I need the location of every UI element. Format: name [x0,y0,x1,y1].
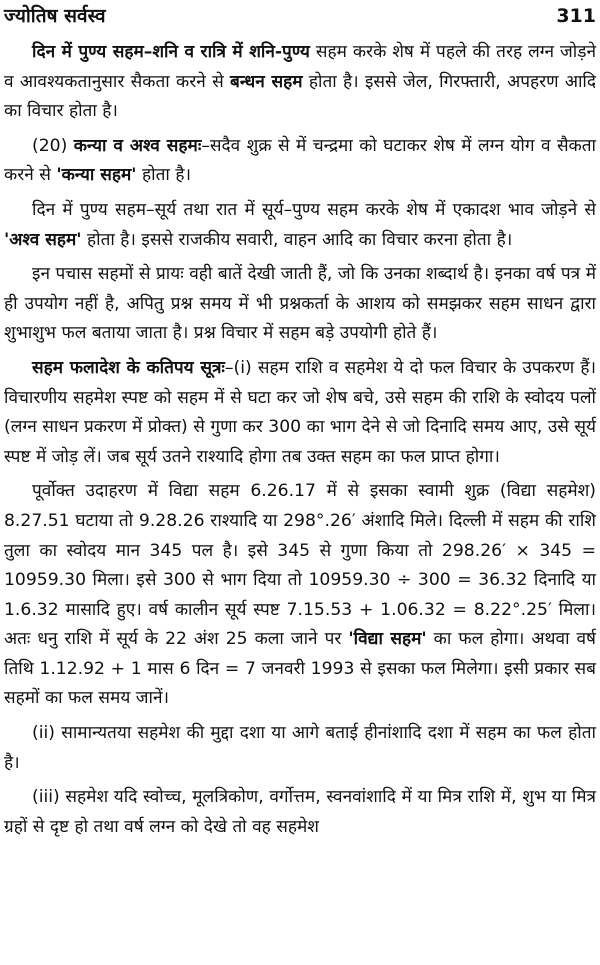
paragraph-text: का फल होगा। अथवा वर्ष तिथि 1.12.92 + 1 मास 6 दिन = 7 जनवरी 1993 से इसका फल मिलेगा। इसी प्रकार सब सहमों का फल समय जानें। [4,629,596,709]
paragraph-text: पूर्वोक्त उदाहरण में विद्या सहम 6.26.17 में से इसका स्वामी शुक्र (विद्या सहमेश) 8.27.51 घटाया तो 9.28.26 राश्यादि या 298°.26′ अंशादि मिले। दिल्ली में सहम की राशि तुला का स्वोदय मान 345 पल है। इसे 345 से गुणा किया तो 298.26′ × 345 = 10959.30 मिला। इसे 300 से भाग दिया तो 10959.30 ÷ 300 = 36.32 दिनादि या 1.6.32 मासादि हुए। वर्ष कालीन सूर्य स्पष्ट 7.15.53 + 1.06.32 = 8.22°.25′ मिला। अतः धनु राशि में सूर्य के 22 अंश 25 कला जाने पर [4,481,596,650]
page-number: 311 [556,5,596,27]
paragraph-kanya-ashva-saham [4,132,596,191]
paragraph-text: होता है। [136,165,191,186]
paragraph-rule-ii [4,719,596,778]
paragraph-text: सहम करके शेष में पहले की तरह लग्न जोड़ने व आवश्यकतानुसार सैकता करने से [4,42,596,92]
paragraph-text: (ii) सामान्यतया सहमेश की मुद्दा दशा या आगे बताई हीनांशादि दशा में सहम का फल होता है। [4,723,596,773]
bold-phrase: दिन में पुण्य सहम–शनि व रात्रि में शनि-पुण्य [32,42,310,62]
paragraph-text: (iii) सहमेश यदि स्वोच्च, मूलत्रिकोण, वर्गोत्तम, स्वनवांशादि में या मित्र राशि में, शुभ या मित्र ग्रहों से दृष्ट हो तथा वर्ष लग्न को देखे तो वह सहमेश [4,787,596,837]
paragraph-fifty-sahams [4,260,596,349]
paragraph-ashva-saham [4,196,596,255]
paragraph-example [4,477,596,714]
item-number: (20) [32,135,74,156]
term-vidya-saham: 'विद्या सहम' [348,629,427,650]
paragraph-text: दिन में पुण्य सहम–सूर्य तथा रात में सूर्य–पुण्य सहम करके शेष में एकादश भाव जोड़ने से [32,199,596,220]
paragraph-rule-iii [4,783,596,842]
paragraph-text: होता है। इससे जेल, गिरफ्तारी, अपहरण आदि का विचार होता है। [4,71,597,122]
paragraph-text: –सदैव शुक्र से में चन्द्रमा को घटाकर शेष में लग्न योग व सैकता करने से [4,135,597,186]
paragraph-bandhan-saham [4,38,596,127]
section-heading: सहम फलादेश के कतिपय सूत्रः [32,357,225,378]
running-head: ज्योतिष सर्वस्व [4,5,106,27]
term-kanya-saham: 'कन्या सहम' [56,165,137,186]
paragraph-phaladesh-sutra [4,354,596,472]
paragraph-text: इन पचास सहमों से प्रायः वही बातें देखी जाती हैं, जो कि उनका शब्दार्थ है। इनका वर्ष पत्र में ही उपयोग नहीं है, अपितु प्रश्न समय में भी प्रश्नकर्ता के आशय को समझकर सहम साधन द्वारा शुभाशुभ फल बताया जाता है। प्रश्न विचार में सहम बड़े उपयोगी होते हैं। [4,264,596,344]
section-heading: कन्या व अश्व सहमः [73,135,202,156]
paragraph-text: होता है। इससे राजकीय सवारी, वाहन आदि का विचार करना होता है। [81,229,513,250]
page-header [4,0,596,38]
paragraph-text: –(i) सहम राशि व सहमेश ये दो फल विचार के उपकरण हैं। विचारणीय सहमेश स्पष्ट को सहम में से घटा कर जो शेष बचे, उसे सहम की राशि के स्वोदय पलों (लग्न साधन प्रकरण में प्रोक्त) से गुणा कर 300 का भाग देने से जो दिनादि समय आए, उसे सूर्य स्पष्ट में जोड़ लें। जब सूर्य उतने राश्यादि होगा तब उक्त सहम का फल प्राप्त होगा। [4,357,597,467]
term-ashva-saham: 'अश्व सहम' [4,229,82,250]
term-bandhan-saham: बन्धन सहम [230,71,303,92]
